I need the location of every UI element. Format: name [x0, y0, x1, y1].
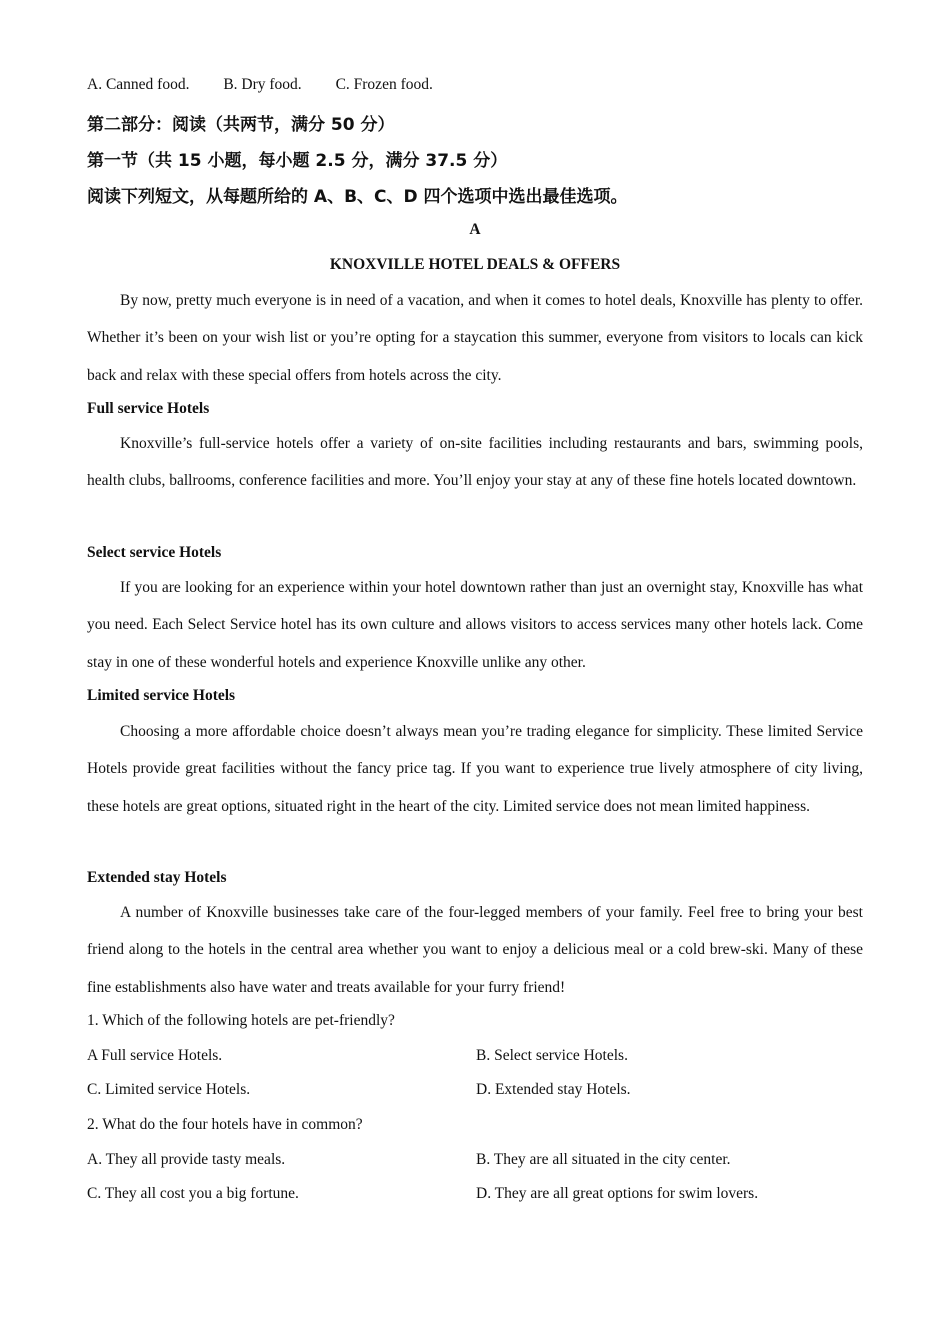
section-text-select-service: If you are looking for an experience within your hotel downtown rather than just an overnight stay, Knoxville has what you need. Each Select Service hotel has its own culture and allows visitors to access services many other hotels lack. Come stay in one of these wonderful hotels and experience Knoxville unlike any other.	[87, 579, 863, 671]
question-2-option-b[interactable]: B. They are all situated in the city center.	[476, 1151, 731, 1168]
section-heading-select-service: Select service Hotels	[87, 544, 222, 561]
question-1-option-b[interactable]: B. Select service Hotels.	[476, 1047, 628, 1064]
section-title: 第二部分：阅读（共两节，满分 50 分）	[87, 115, 395, 135]
instruction: 阅读下列短文，从每题所给的 A、B、C、D 四个选项中选出最佳选项。	[87, 187, 628, 207]
option-b: B. Dry food.	[223, 76, 302, 93]
section-text-limited-service: Choosing a more affordable choice doesn’t always mean you’re trading elegance for simplicity. These limited Service Hotels provide great facilities without the fancy price tag. If you want to experience true lively atmosphere of city living, these hotels are great options, situated right in the heart of the city. Limited service does not mean limited happiness.	[87, 723, 863, 815]
question-1-option-a[interactable]: A Full service Hotels.	[87, 1047, 223, 1064]
section-text-full-service: Knoxville’s full-service hotels offer a variety of on-site facilities including restaurants and bars, swimming pools, health clubs, ballrooms, conference facilities and more. You’ll enjoy your stay at any of these fine hotels located downtown.	[87, 435, 863, 490]
question-1-option-d[interactable]: D. Extended stay Hotels.	[476, 1081, 631, 1098]
passage-title: KNOXVILLE HOTEL DEALS & OFFERS	[329, 256, 621, 273]
section-heading-extended-stay: Extended stay Hotels	[87, 869, 227, 886]
section-text-extended-stay: A number of Knoxville businesses take care of the four-legged members of your family. Feel free to bring your best friend along to the hotels in the central area whether you want to enjoy a delicious meal or a cold brew-ski. Many of these fine establishments also have water and treats available for your furry friend!	[87, 904, 863, 996]
question-1-stem: 1. Which of the following hotels are pet-friendly?	[87, 1012, 395, 1029]
section-heading-limited-service: Limited service Hotels	[87, 687, 236, 704]
previous-question-options	[87, 76, 433, 94]
question-2-stem: 2. What do the four hotels have in common?	[87, 1116, 363, 1133]
intro-paragraph: By now, pretty much everyone is in need of a vacation, and when it comes to hotel deals, Knoxville has plenty to offer. Whether it’s been on your wish list or you’re opting for a staycation this summer, everyone from visitors to locals can kick back and relax with these special offers from hotels across the city.	[87, 292, 863, 384]
passage-label: A	[469, 221, 481, 238]
question-2-option-d[interactable]: D. They are all great options for swim lovers.	[476, 1185, 759, 1202]
subsection-title: 第一节（共 15 小题，每小题 2.5 分，满分 37.5 分）	[87, 151, 508, 171]
section-heading-full-service: Full service Hotels	[87, 400, 210, 417]
question-1-option-c[interactable]: C. Limited service Hotels.	[87, 1081, 251, 1098]
option-c: C. Frozen food.	[335, 76, 433, 93]
option-a: A. Canned food.	[87, 76, 190, 93]
question-2-option-c[interactable]: C. They all cost you a big fortune.	[87, 1185, 299, 1202]
question-2-option-a[interactable]: A. They all provide tasty meals.	[87, 1151, 286, 1168]
